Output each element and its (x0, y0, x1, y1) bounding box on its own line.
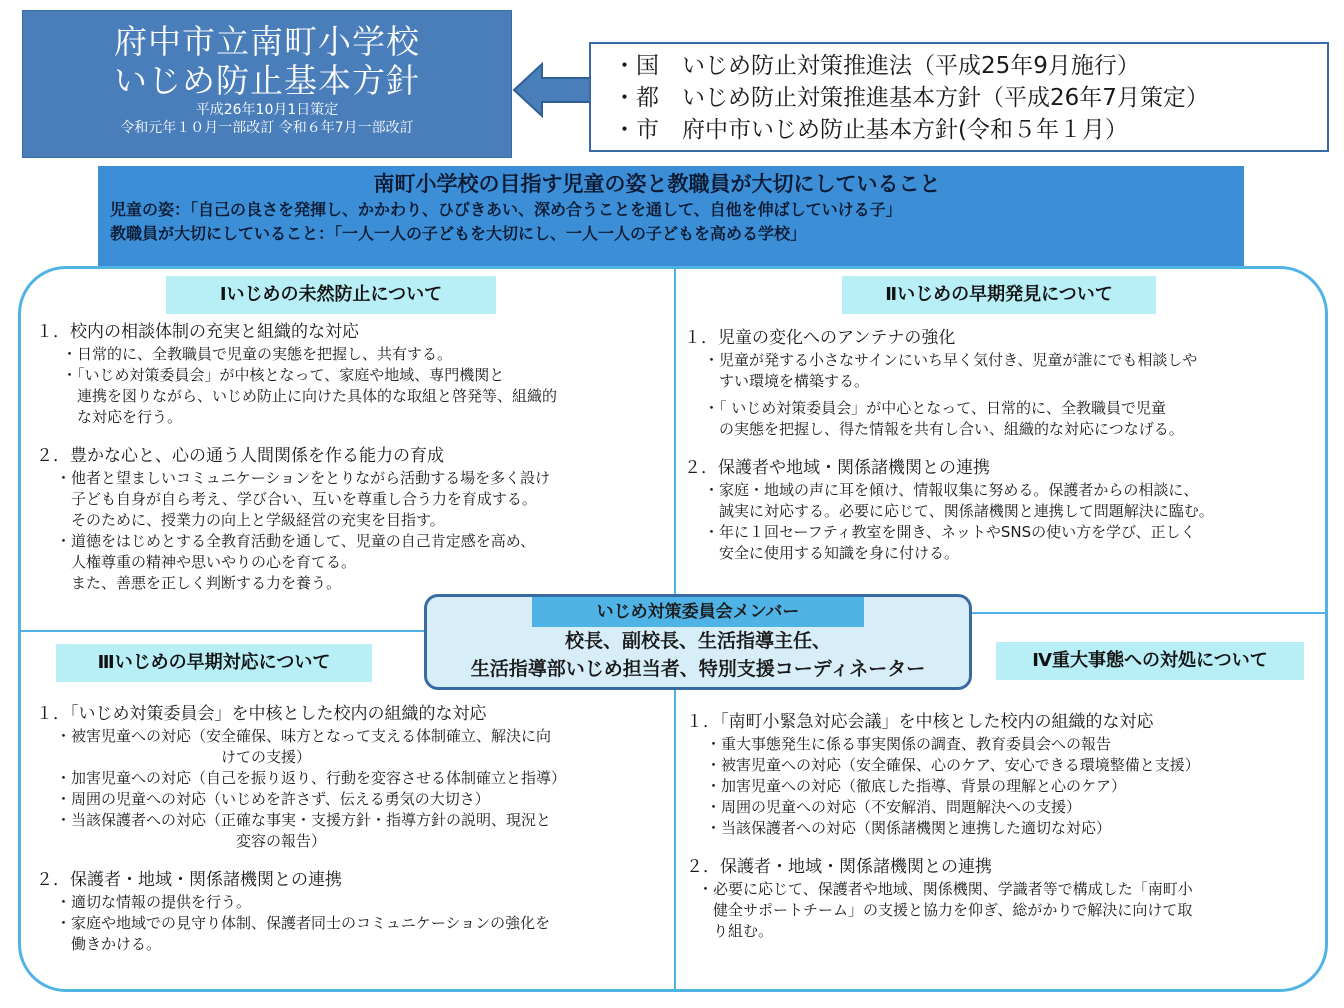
list-item: ・他者と望ましいコミュニケーションをとりながら活動する場を多く設け (56, 469, 551, 487)
list-item: ・被害児童への対応（安全確保、心のケア、安心できる環境整備と支援） (706, 756, 1200, 774)
list-item: 働きかける。 (56, 935, 162, 953)
law-metropolitan: ・都 いじめ防止対策推進基本方針（平成26年7月策定） (613, 85, 1209, 111)
horizontal-divider-left (20, 630, 426, 632)
list-item: ・周囲の児童への対応（不安解消、問題解決への支援） (706, 798, 1082, 816)
list-item: ・「いじめ対策委員会」が中核となって、家庭や地域、専門機関と (62, 366, 505, 384)
section-3-body (36, 702, 672, 955)
list-item: ・児童が発する小さなサインにいち早く気付き、児童が誰にでも相談しや (704, 351, 1198, 369)
list-item: けての支援） (56, 748, 312, 766)
section-4-item-1-title: １．「南町小緊急対応会議」を中核とした校内の組織的な対応 (686, 712, 1154, 732)
section-1-item-2-title: ２．豊かな心と、心の通う人間関係を作る能力の育成 (36, 446, 444, 466)
section-1-body (36, 320, 672, 594)
list-item: 変容の報告） (56, 832, 327, 850)
goal-banner (98, 166, 1244, 266)
list-item: ・必要に応じて、保護者や地域、関係機関、学識者等で構成した「南町小 (698, 880, 1193, 898)
section-2-item-1-title: １．児童の変化へのアンテナの強化 (684, 328, 956, 348)
list-item: すい環境を構築する。 (704, 372, 870, 390)
section-3-heading: Ⅲいじめの早期対応について (56, 644, 372, 682)
list-item: ・道徳をはじめとする全教育活動を通して、児童の自己肯定感を高め、 (56, 532, 536, 550)
committee-box (424, 594, 972, 690)
section-3-item-1-title: １．「いじめ対策委員会」を中核とした校内の組織的な対応 (36, 704, 487, 724)
list-item: ・年に１回セーフティ教室を開き、ネットやSNSの使い方を学び、正しく (704, 523, 1196, 541)
revision-date: 令和元年１０月一部改訂 令和６年7月一部改訂 (120, 120, 414, 136)
list-item: ・周囲の児童への対応（いじめを許さず、伝える勇気の大切さ） (56, 790, 490, 808)
section-3-item-2-title: ２．保護者・地域・関係諸機関との連携 (36, 870, 342, 890)
established-date: 平成26年10月1日策定 (195, 102, 339, 118)
list-item: 誠実に対応する。必要に応じて、関係諸機関と連携して問題解決に臨む。 (704, 502, 1214, 520)
list-item: ・被害児童への対応（安全確保、味方となって支える体制確立、解決に向 (56, 727, 552, 745)
list-item: 子ども自身が自ら考え、学び合い、互いを尊重し合う力を育成する。 (56, 490, 537, 508)
list-item: ・家庭や地域での見守り体制、保護者同士のコミュニケーションの強化を (56, 914, 551, 932)
list-item: ・重大事態発生に係る事実関係の調査、教育委員会への報告 (706, 735, 1112, 753)
list-item: そのために、授業力の向上と学級経営の充実を目指す。 (56, 511, 445, 529)
committee-members-line-1: 校長、副校長、生活指導主任、 (564, 630, 831, 652)
goal-staff-values: 教職員が大切にしていること：「一人一人の子どもを大切にし、一人一人の子どもを高める学校」 (110, 224, 807, 243)
list-item: ・日常的に、全教職員で児童の実態を把握し、共有する。 (62, 345, 453, 363)
school-name: 府中市立南町小学校 (114, 22, 420, 61)
law-city: ・市 府中市いじめ防止基本方針(令和５年１月） (613, 117, 1128, 143)
committee-heading: いじめ対策委員会メンバー (532, 597, 864, 627)
list-item: ・「 いじめ対策委員会」が中心となって、日常的に、全教職員で児童 (704, 399, 1166, 417)
horizontal-divider-right (972, 612, 1326, 614)
section-1-heading: Ⅰいじめの未然防止について (166, 276, 496, 314)
list-item: ・加害児童への対応（自己を振り返り、行動を変容させる体制確立と指導） (56, 769, 567, 787)
list-item: ・適切な情報の提供を行う。 (56, 893, 252, 911)
section-1-item-1-title: １．校内の相談体制の充実と組織的な対応 (36, 322, 359, 342)
list-item: ・加害児童への対応（徹底した指導、背景の理解と心のケア） (706, 777, 1127, 795)
list-item: 人権尊重の精神や思いやりの心を育てる。 (56, 553, 357, 571)
left-arrow-icon (512, 60, 592, 120)
list-item: の実態を把握し、得た情報を共有し合い、組織的な対応につなげる。 (704, 420, 1184, 438)
laws-box (589, 42, 1329, 152)
policy-title: いじめ防止基本方針 (114, 61, 420, 100)
committee-members-line-2: 生活指導部いじめ担当者、特別支援コーディネーター (470, 658, 926, 680)
list-item: また、善悪を正しく判断する力を養う。 (56, 574, 342, 592)
section-4-heading: Ⅳ重大事態への対処について (996, 642, 1304, 680)
list-item: ・家庭・地域の声に耳を傾け、情報収集に努める。保護者からの相談に、 (704, 481, 1199, 499)
list-item: な対応を行う。 (62, 408, 183, 426)
list-item: ・当該保護者への対応（関係諸機関と連携した適切な対応） (706, 819, 1112, 837)
law-national: ・国 いじめ防止対策推進法（平成25年9月施行） (613, 53, 1140, 79)
list-item: 安全に使用する知識を身に付ける。 (704, 544, 960, 562)
title-box (22, 10, 512, 158)
section-2-heading: Ⅱいじめの早期発見について (842, 276, 1156, 314)
list-item: り組む。 (698, 922, 774, 940)
section-4-body (686, 710, 1324, 942)
goal-title: 南町小学校の目指す児童の姿と教職員が大切にしていること (373, 172, 941, 196)
list-item: 連携を図りながら、いじめ防止に向けた具体的な取組と啓発等、組織的 (62, 387, 558, 405)
list-item: ・当該保護者への対応（正確な事実・支援方針・指導方針の説明、現況と (56, 811, 552, 829)
section-4-item-2-title: ２．保護者・地域・関係諸機関との連携 (686, 857, 992, 877)
list-item: 健全サポートチーム」の支援と協力を仰ぎ、総がかりで解決に向けて取 (698, 901, 1193, 919)
goal-child-ideal: 児童の姿：「自己の良さを発揮し、かかわり、ひびきあい、深め合うことを通して、自他を伸ばしていける子」 (110, 200, 902, 219)
section-2-item-2-title: ２．保護者や地域・関係諸機関との連携 (684, 458, 990, 478)
section-2-body (684, 326, 1324, 564)
